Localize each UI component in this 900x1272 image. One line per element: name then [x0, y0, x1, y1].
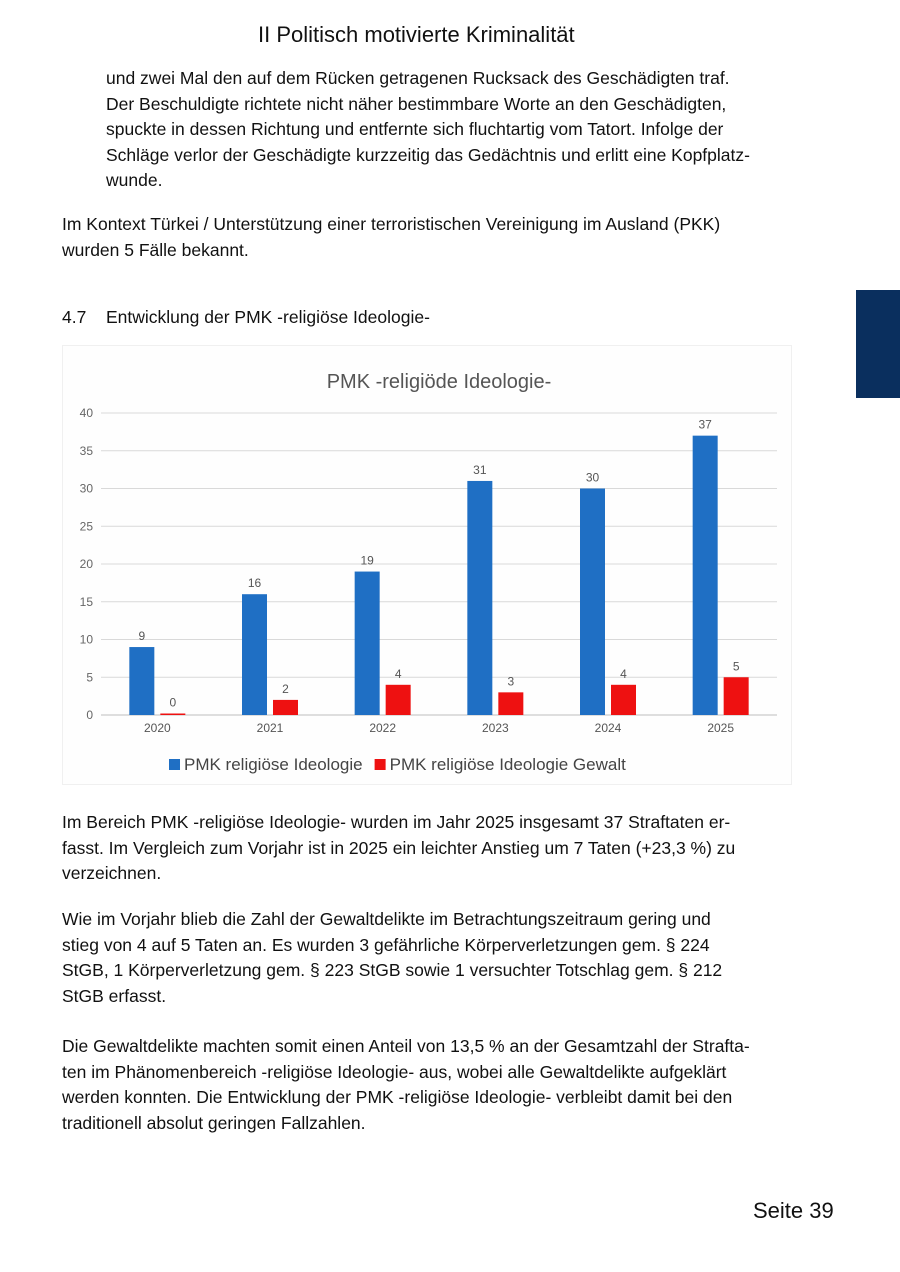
section-number: 4.7	[62, 307, 87, 327]
body-paragraph-3: Die Gewaltdelikte machten somit einen Anteil von 13,5 % an der Gesamtzahl der Strafta- ten im Phänomenbereich -religiöse Ideologie- aus, wobei alle Gewaltdelikte aufgeklärt werden konnten. Die Entwicklung der PMK -religiöse Ideologie- verbleibt damit bei den traditionell absolut geringen Fallzahlen.	[62, 1036, 750, 1133]
y-tick-label: 5	[86, 670, 93, 685]
y-tick-label: 35	[79, 443, 93, 458]
data-label: 4	[394, 666, 402, 681]
data-label: 4	[620, 666, 627, 681]
data-label: 5	[732, 659, 740, 674]
chart-title: PMK -religiöde Ideologie-	[326, 371, 552, 393]
legend-label: PMK religiöse Ideologie	[184, 755, 363, 774]
data-label: 9	[138, 629, 146, 644]
bar-religioese-ideologie-gewalt	[724, 677, 749, 715]
x-tick-label: 2024	[594, 721, 622, 735]
y-tick-label: 15	[79, 594, 93, 609]
data-label: 37	[698, 417, 712, 432]
bar-chart-svg	[63, 346, 791, 784]
bar-religioese-ideologie	[242, 594, 267, 715]
context-paragraph: Im Kontext Türkei / Unterstützung einer terroristischen Vereinigung im Ausland (PKK) wurden 5 Fälle bekannt.	[62, 214, 721, 260]
bar-religioese-ideologie	[129, 647, 154, 715]
bar-religioese-ideologie-gewalt	[611, 685, 636, 715]
y-tick-label: 20	[79, 557, 93, 571]
data-label: 31	[473, 462, 487, 477]
legend-swatch	[169, 759, 180, 770]
chapter-side-tab	[856, 290, 900, 398]
data-label: 19	[360, 553, 374, 568]
legend-swatch	[375, 759, 386, 770]
y-tick-label: 10	[79, 632, 93, 647]
bar-religioese-ideologie-gewalt	[386, 685, 411, 715]
body-paragraph-2: Wie im Vorjahr blieb die Zahl der Gewaltdelikte im Betrachtungszeitraum gering und stieg von 4 auf 5 Taten an. Es wurden 3 gefährliche Körperverletzungen gem. § 224 StGB, 1 Körperverletzung gem. § 223 StGB sowie 1 versuchter Totschlag gem. § 212 StGB erfasst.	[62, 909, 723, 1006]
bar-religioese-ideologie-gewalt	[160, 714, 185, 716]
x-tick-label: 2022	[369, 721, 397, 735]
bar-religioese-ideologie	[693, 436, 718, 715]
bar-religioese-ideologie	[580, 489, 605, 716]
body-paragraph-1: Im Bereich PMK -religiöse Ideologie- wurden im Jahr 2025 insgesamt 37 Straftaten er- fasst. Im Vergleich zum Vorjahr ist in 2025 ein leichter Anstieg um 7 Taten (+23,3 %) zu verzeichnen.	[62, 812, 736, 883]
page-number: Seite 39	[753, 1198, 834, 1223]
data-label: 3	[507, 674, 515, 689]
bar-religioese-ideologie	[467, 481, 492, 715]
x-tick-label: 2021	[256, 721, 284, 735]
bar-religioese-ideologie-gewalt	[273, 700, 298, 715]
y-tick-label: 0	[86, 708, 93, 722]
bar-religioese-ideologie-gewalt	[498, 692, 523, 715]
x-tick-label: 2020	[143, 721, 171, 735]
section-heading	[62, 307, 430, 328]
page-header-title: II Politisch motivierte Kriminalität	[258, 22, 575, 47]
intro-paragraph: und zwei Mal den auf dem Rücken getragenen Rucksack des Geschädigten traf. Der Beschuldigte richtete nicht näher bestimmbare Worte an den Geschädigten, spuckte in dessen Richtung und entfernte sich fluchtartig vom Tatort. Infolge der Schläge verlor der Geschädigte kurzzeitig das Gedächtnis und erlitt eine Kopfplatz- wunde.	[106, 68, 750, 190]
data-label: 2	[282, 681, 289, 696]
y-tick-label: 25	[79, 519, 93, 534]
x-tick-label: 2025	[707, 721, 735, 735]
legend-label: PMK religiöse Ideologie Gewalt	[389, 755, 626, 774]
y-tick-label: 40	[79, 406, 93, 420]
x-tick-label: 2023	[481, 721, 509, 735]
section-title: Entwicklung der PMK -religiöse Ideologie-	[106, 307, 430, 327]
bar-religioese-ideologie	[355, 572, 380, 715]
bar-chart	[62, 345, 792, 785]
data-label: 16	[247, 576, 262, 591]
data-label: 30	[585, 470, 600, 485]
y-tick-label: 30	[79, 481, 93, 496]
data-label: 0	[169, 695, 177, 710]
